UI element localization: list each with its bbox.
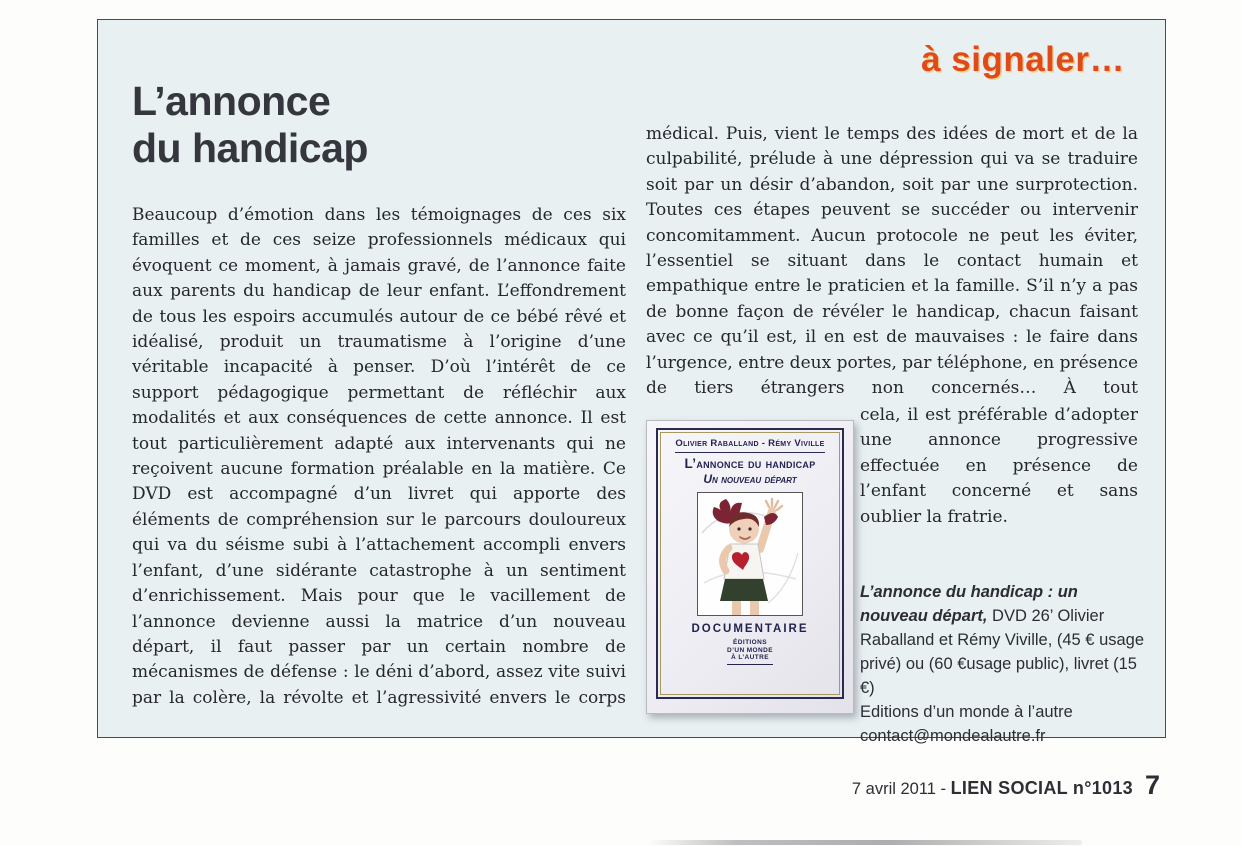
article-panel xyxy=(97,19,1166,745)
dvd-cover-publisher-logo xyxy=(727,639,773,665)
dvd-cover-frame xyxy=(656,428,844,699)
article-left-column: Beaucoup d’émotion dans les témoignages de ces six familles et de ces seize professionnels médicaux qui évoquent ce moment, à jamais gravé, de l’annonce faite aux parents du handicap de leur enfant. L’effondrement de tous les espoirs accumulés autour de ce bébé rêvé et idéalisé, produit un traumatisme à l’origine d’une véritable incapacité à penser. D’où l’intérêt de ce support pédagogique permettant de réfléchir aux modalités et aux conséquences de cette annonce. Il est tout particulièrement adapté aux intervenants qui ne reçoivent aucune formation préalable en la matière. Ce DVD est accompagné d’un livret qui apporte des éléments de compréhension sur le parcours douloureux qui va du séisme subi à l’attachement accompli envers l’enfant, d’une sidérante catastrophe à un sentiment d’enrichissement. Mais pour que le vacillement de l’annonce devienne aussi la matrice d’un nouveau départ, il faut passer par un certain nombre de mécanismes de défense : le déni d’abord, assez vite suivi par la colère, la révolte et l’agressivité envers le corps xyxy=(132,205,626,708)
article-right-column-wrap: cela, il est préférable d’adopter une annonce progressive effectuée en présence de l’enfant concerné et sans oublier la fratrie. xyxy=(860,405,1138,527)
publisher-line-3: À L’AUTRE xyxy=(731,654,769,661)
article-title-line2: du handicap xyxy=(132,125,368,171)
dvd-cover-subtitle: Un nouveau départ xyxy=(703,472,797,486)
footer-page-number: 7 xyxy=(1144,770,1160,800)
dvd-cover-genre: DOCUMENTAIRE xyxy=(691,623,809,635)
article-title xyxy=(132,78,368,172)
footer-date: 7 avril 2011 - xyxy=(851,780,951,798)
caption-title: L’annonce du handicap : un nouveau départ, xyxy=(860,583,1078,625)
section-label: à signaler… xyxy=(921,40,1125,79)
article-title-line1: L’annonce xyxy=(132,78,331,124)
publisher-line-2: D’UN MONDE xyxy=(727,646,773,654)
dvd-cover xyxy=(646,420,854,714)
dvd-cover-rule xyxy=(675,452,825,453)
footer-journal-name: LIEN SOCIAL n°1013 xyxy=(950,778,1133,798)
dvd-cover-authors: Olivier Raballand - Rémy Viville xyxy=(675,438,825,449)
caption-details: DVD 26’ Olivier Raballand et Rémy Viville, (45 € usage privé) ou (60 €usage public), livret (15 €) xyxy=(860,607,1145,697)
publisher-line-1: ÉDITIONS xyxy=(733,639,767,646)
article-right-column-top: médical. Puis, vient le temps des idées de mort et de la culpabilité, prélude à une dépression qui va se traduire soit par un désir d’abandon, soit par une surprotection. Toutes ces étapes peuvent se succéder ou intervenir concomitamment. Aucun protocole ne peut les éviter, l’essentiel se situant dans le contact humain et empathique entre le praticien et la famille. S’il n’y a pas de bonne façon de révéler le handicap, chacun faisant avec ce qu’il est, il en est de mauvaises : le faire dans l’urgence, entre deux portes, par téléphone, en présence de tiers étrangers non concernés… À tout xyxy=(646,124,1138,399)
girl-illustration xyxy=(697,492,803,616)
page-footer xyxy=(852,770,1160,801)
scan-artifact xyxy=(648,840,1082,845)
caption-email: contact@mondealautre.fr xyxy=(860,727,1046,745)
dvd-caption xyxy=(860,580,1146,748)
dvd-cover-title: L’annonce du handicap xyxy=(684,456,816,471)
caption-publisher: Editions d’un monde à l’autre xyxy=(860,703,1073,721)
